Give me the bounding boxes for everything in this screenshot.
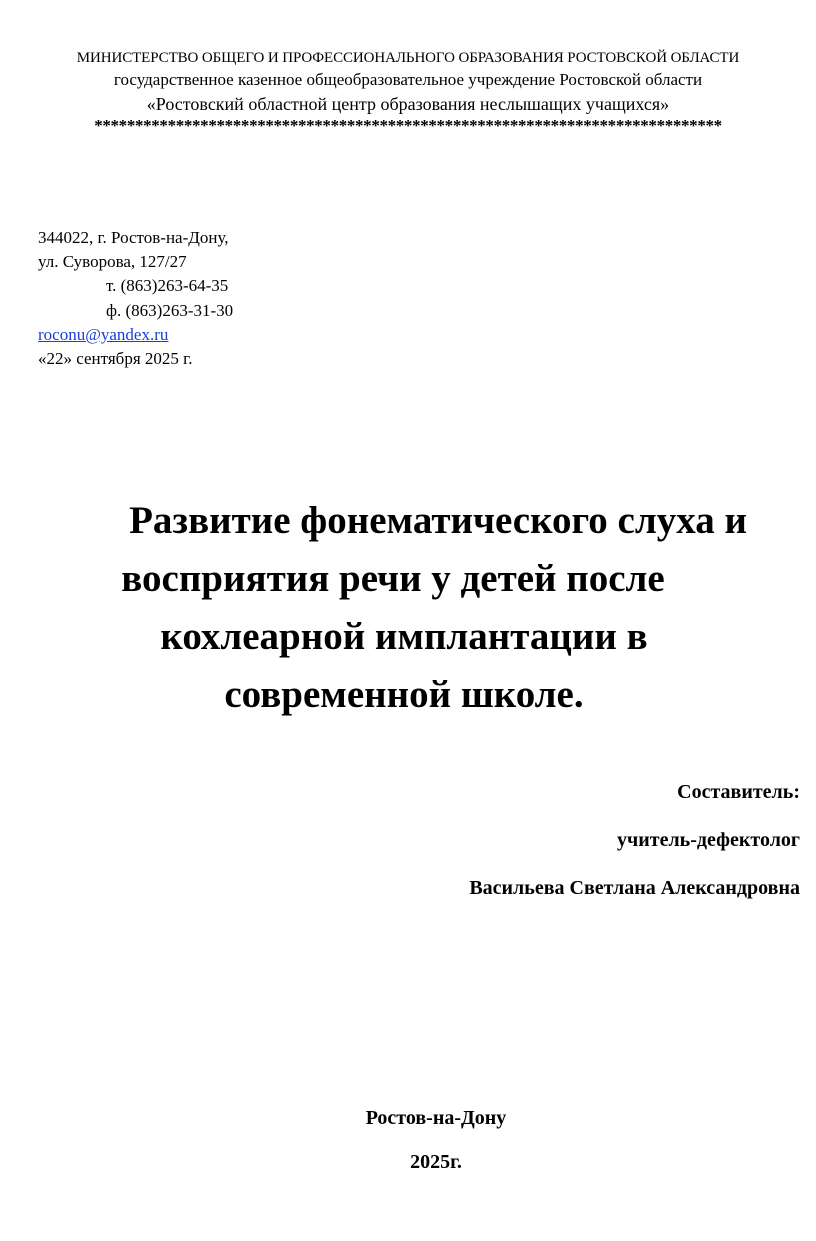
email-link[interactable]: roconu@yandex.ru bbox=[38, 324, 169, 344]
document-date: «22» сентября 2025 г. bbox=[38, 349, 193, 369]
title-line-2: восприятия речи у детей после bbox=[121, 557, 665, 600]
address-line-city: 344022, г. Ростов-на-Дону, bbox=[38, 228, 229, 247]
footer-city: Ростов-на-Дону bbox=[365, 1107, 507, 1129]
author-label: Составитель: bbox=[677, 781, 800, 803]
institution-name: государственное казенное общеобразовательное учреждение Ростовской области bbox=[113, 70, 703, 89]
title-line-1: Развитие фонематического слуха и bbox=[129, 499, 747, 542]
ministry-name: МИНИСТЕРСТВО ОБЩЕГО И ПРОФЕССИОНАЛЬНОГО ОБРАЗОВАНИЯ РОСТОВСКОЙ ОБЛАСТИ bbox=[76, 50, 740, 66]
title-line-4: современной школе. bbox=[224, 673, 584, 716]
separator-line: ***************************************************************************** bbox=[94, 116, 722, 135]
footer-year: 2025г. bbox=[410, 1151, 462, 1173]
document-title bbox=[0, 492, 816, 724]
fax-number: ф. (863)263-31-30 bbox=[106, 300, 234, 320]
title-line-3: кохлеарной имплантации в bbox=[160, 615, 648, 658]
phone-number: т. (863)263-64-35 bbox=[106, 276, 229, 296]
author-position: учитель-дефектолог bbox=[616, 829, 800, 851]
address-line-street: ул. Суворова, 127/27 bbox=[38, 252, 187, 272]
footer-block bbox=[0, 1106, 816, 1174]
center-name: «Ростовский областной центр образования неслышащих учащихся» bbox=[146, 94, 670, 114]
author-block bbox=[469, 780, 800, 924]
address-block bbox=[38, 226, 233, 371]
author-name: Васильева Светлана Александровна bbox=[469, 877, 800, 899]
letterhead bbox=[0, 48, 816, 136]
